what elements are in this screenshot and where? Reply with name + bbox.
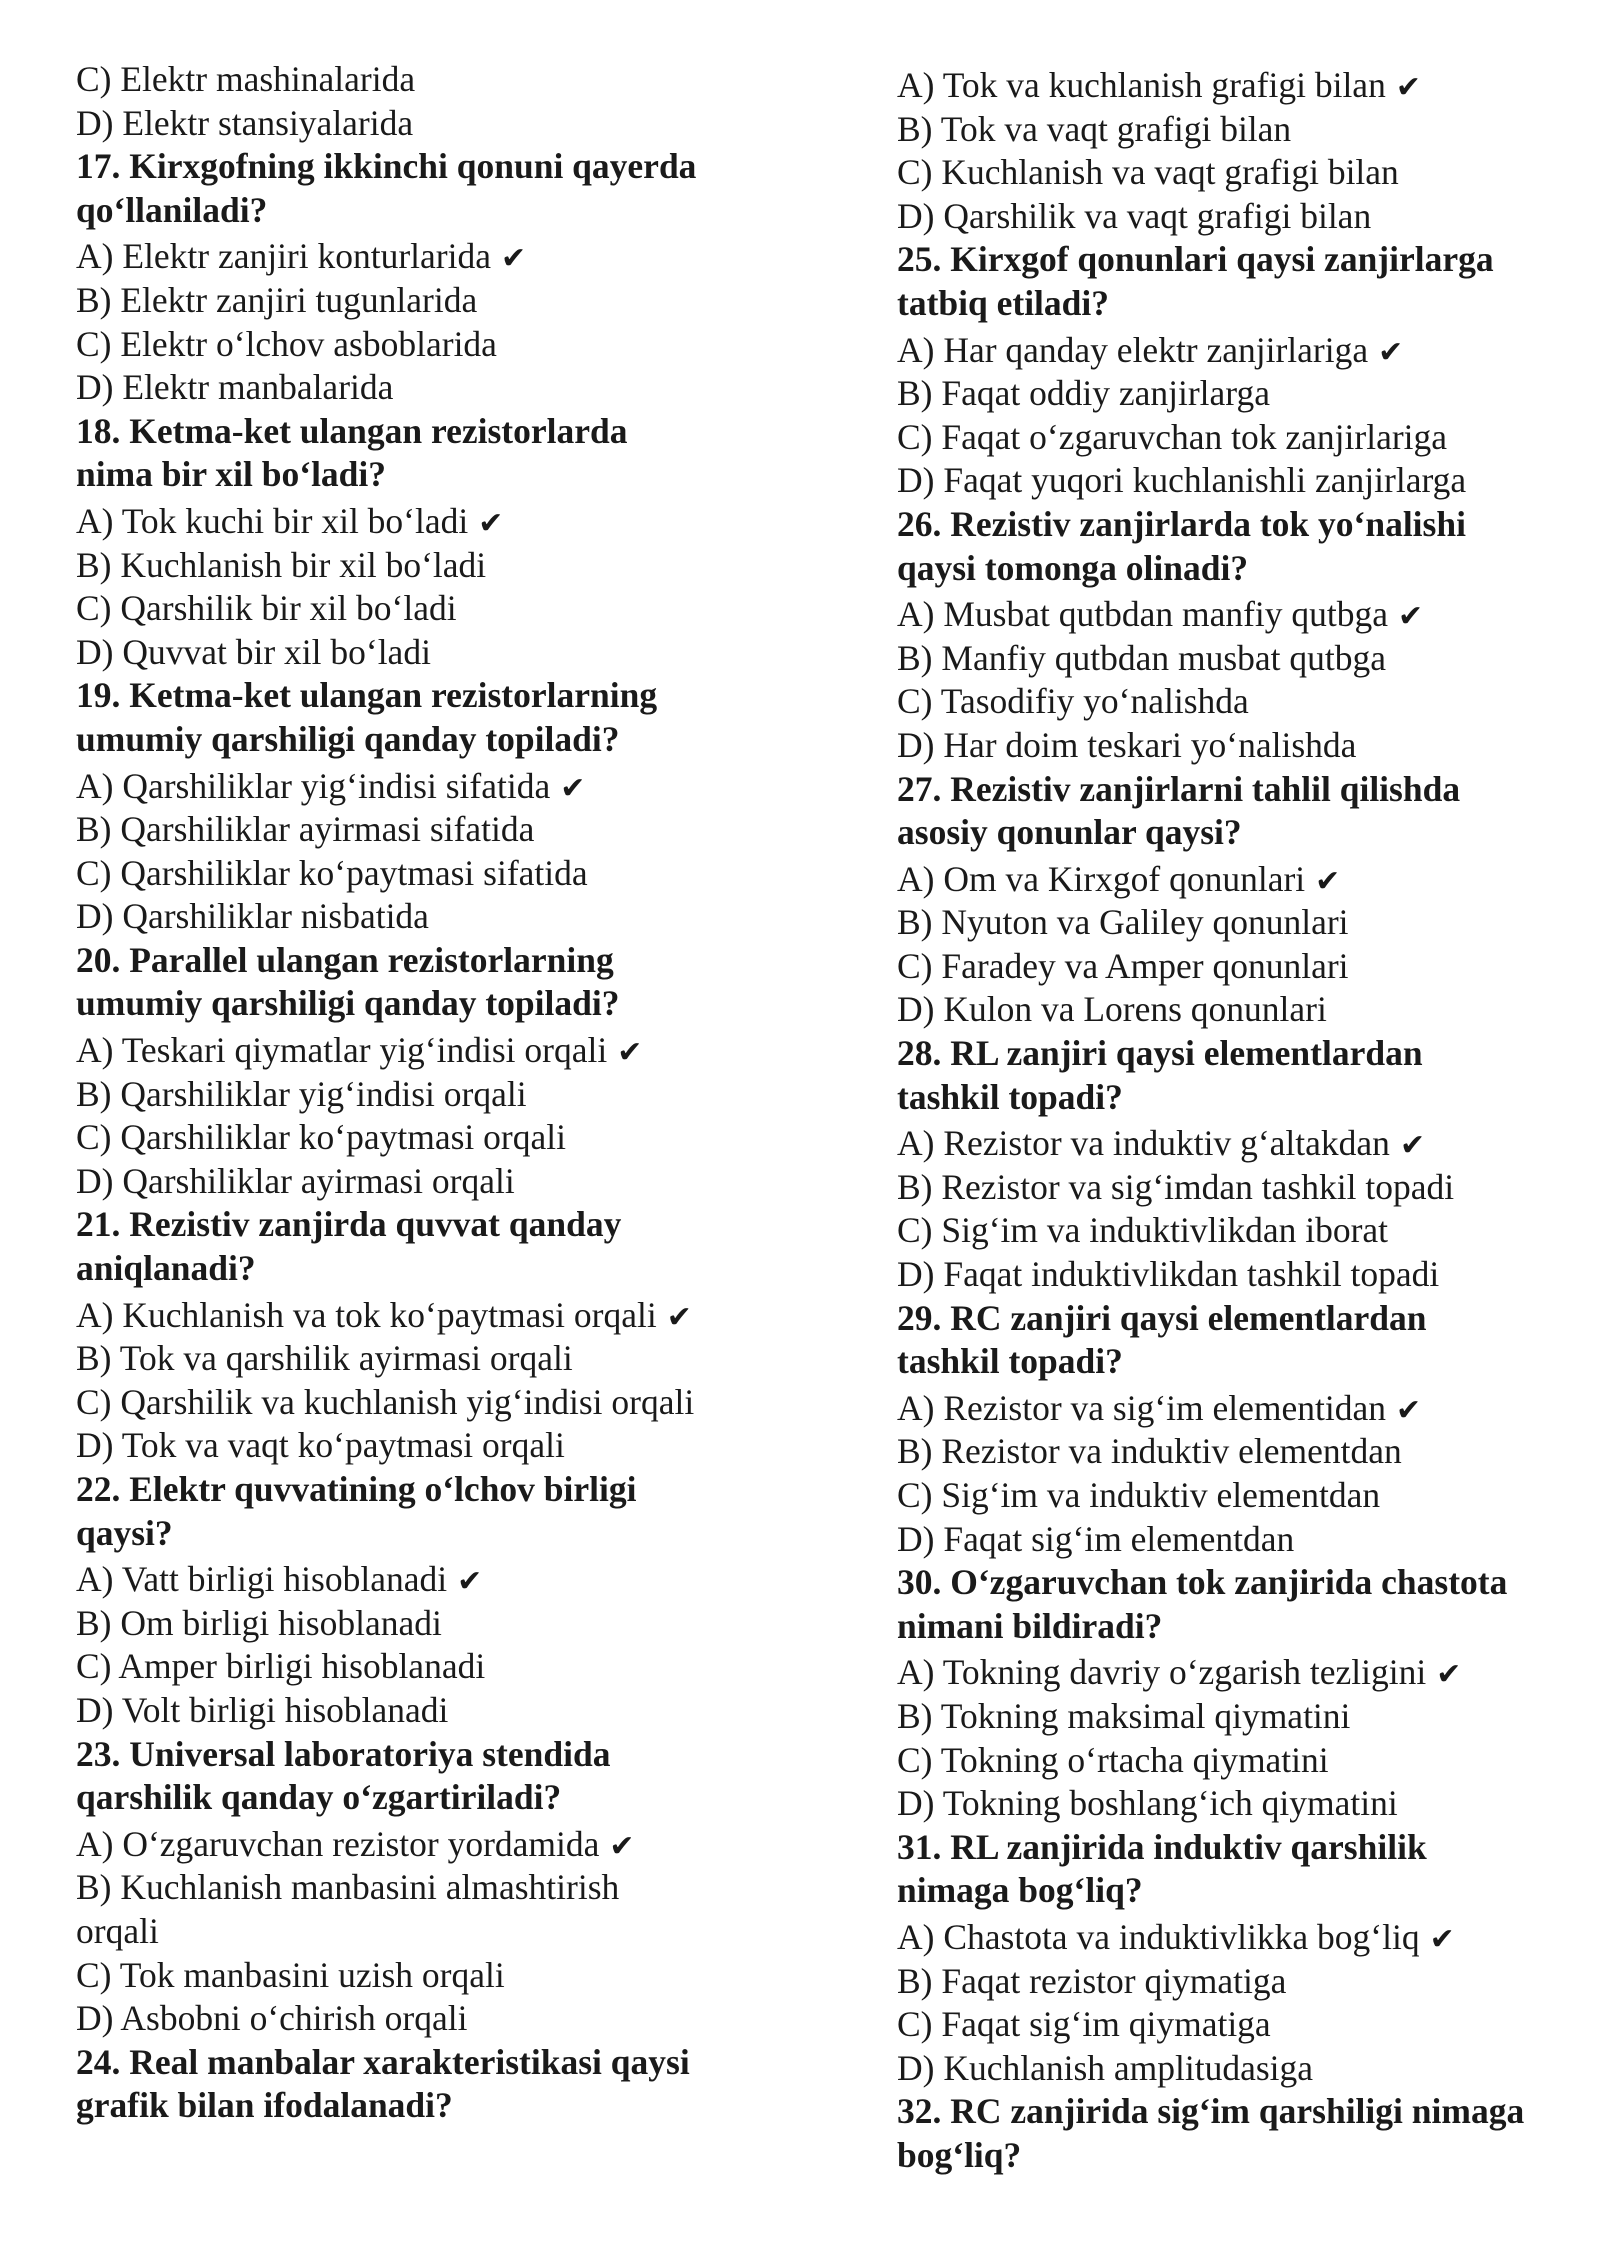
answer-option (76, 323, 776, 367)
answer-option (897, 988, 1587, 1032)
question-title-line: aniqlanadi? (76, 1248, 256, 1289)
answer-option (897, 1122, 1587, 1166)
question-title (76, 410, 776, 497)
answer-option-continuation: orqali (76, 1910, 159, 1951)
answer-option-text: A) Tok kuchi bir xil bo‘ladi (76, 500, 469, 541)
answer-option (897, 2047, 1587, 2091)
check-mark-icon: ✔ (1436, 1658, 1462, 1692)
question-title-line: grafik bilan ifodalanadi? (76, 2085, 453, 2126)
question-title-line: qo‘llaniladi? (76, 189, 268, 230)
answer-option-text: D) Qarshiliklar nisbatida (76, 896, 429, 937)
answer-option-text: A) Teskari qiymatlar yig‘indisi orqali (76, 1030, 608, 1071)
question-title-line: nima bir xil bo‘ladi? (76, 454, 387, 495)
check-mark-icon: ✔ (1395, 71, 1421, 104)
question-title-line: 17. Kirxgofning ikkinchi qonuni qayerda (76, 146, 697, 187)
answer-option (76, 765, 776, 809)
question-title-line: nimaga bog‘liq? (897, 1870, 1143, 1911)
question-title (76, 939, 776, 1026)
question-title (76, 145, 776, 232)
answer-option (76, 1294, 776, 1338)
question-title-line: tatbiq etiladi? (897, 282, 1110, 323)
answer-option (897, 1960, 1587, 2004)
question-title-line: tashkil topadi? (897, 1076, 1123, 1117)
answer-option-text: A) Vatt birligi hisoblanadi (76, 1559, 448, 1600)
answer-option-text: C) Elektr mashinalarida (76, 59, 416, 99)
question-title (76, 1733, 776, 1820)
check-mark-icon: ✔ (617, 1036, 643, 1070)
answer-option-text: B) Om birligi hisoblanadi (76, 1602, 442, 1643)
question-title-line: qaysi? (76, 1512, 173, 1553)
question-title-line: 21. Rezistiv zanjirda quvvat qanday (76, 1204, 622, 1245)
answer-option-text: C) Sig‘im va induktiv elementdan (897, 1475, 1381, 1515)
answer-option (76, 1381, 776, 1425)
answer-option-text: B) Elektr zanjiri tugunlarida (76, 279, 478, 320)
answer-option (897, 724, 1587, 768)
right-column (897, 64, 1587, 2181)
answer-option (897, 416, 1587, 460)
question-title-line: 31. RL zanjirida induktiv qarshilik (897, 1826, 1427, 1867)
answer-option (897, 195, 1587, 239)
answer-option (897, 593, 1587, 637)
question-title-line: 30. O‘zgaruvchan tok zanjirida chastota (897, 1562, 1508, 1603)
question-title-line: 23. Universal laboratoriya stendida (76, 1733, 611, 1774)
check-mark-icon: ✔ (478, 506, 504, 540)
answer-option-text: A) Rezistor va induktiv g‘altakdan (897, 1123, 1390, 1164)
answer-option (76, 587, 776, 631)
answer-option (76, 279, 776, 323)
check-mark-icon: ✔ (1395, 1393, 1422, 1427)
answer-option-text: C) Faradey va Amper qonunlari (897, 945, 1349, 986)
answer-option (76, 544, 776, 588)
answer-option-text: B) Qarshiliklar ayirmasi sifatida (76, 809, 535, 850)
left-column (76, 58, 776, 2131)
answer-option-text: B) Tokning maksimal qiymatini (897, 1695, 1351, 1736)
answer-option (897, 858, 1587, 902)
answer-option (76, 235, 776, 279)
answer-option-text: D) Tokning boshlang‘ich qiymatini (897, 1783, 1398, 1824)
answer-option-text: B) Qarshiliklar yig‘indisi orqali (76, 1073, 527, 1114)
answer-option-text: B) Faqat oddiy zanjirlarga (897, 373, 1270, 414)
answer-option (76, 808, 776, 852)
answer-option (897, 1518, 1587, 1562)
answer-option (897, 1916, 1587, 1960)
answer-option (76, 1558, 776, 1602)
answer-option-text: D) Asbobni o‘chirish orqali (76, 1998, 468, 2039)
answer-option-text: A) Kuchlanish va tok ko‘paytmasi orqali (76, 1294, 657, 1335)
question-title (897, 238, 1587, 325)
question-title-line: 20. Parallel ulangan rezistorlarning (76, 939, 614, 980)
answer-option-text: D) Faqat induktivlikdan tashkil topadi (897, 1254, 1440, 1295)
answer-option-text: C) Qarshilik va kuchlanish yig‘indisi orqali (76, 1381, 695, 1422)
answer-option (897, 1209, 1587, 1253)
answer-option-text: D) Elektr stansiyalarida (76, 102, 414, 143)
answer-option (76, 1116, 776, 1160)
answer-option (897, 637, 1587, 681)
question-title (897, 1297, 1587, 1384)
answer-option-text: B) Rezistor va induktiv elementdan (897, 1431, 1402, 1472)
question-title-line: 27. Rezistiv zanjirlarni tahlil qilishda (897, 768, 1461, 809)
question-title (897, 768, 1587, 855)
answer-option-text: A) Qarshiliklar yig‘indisi sifatida (76, 765, 551, 806)
answer-option (897, 1430, 1587, 1474)
answer-option-text: A) Har qanday elektr zanjirlariga (897, 329, 1369, 370)
question-title-line: 24. Real manbalar xarakteristikasi qaysi (76, 2041, 690, 2082)
question-title (897, 1561, 1587, 1648)
answer-option-text: C) Tok manbasini uzish orqali (76, 1954, 505, 1995)
question-title (76, 1468, 776, 1555)
question-title-line: 29. RC zanjiri qaysi elementlardan (897, 1297, 1427, 1338)
question-title (76, 1203, 776, 1290)
question-title-line: umumiy qarshiligi qanday topiladi? (76, 718, 620, 759)
answer-option (76, 631, 776, 675)
answer-option-text: B) Faqat rezistor qiymatiga (897, 1960, 1287, 2001)
question-title-line: 28. RL zanjiri qaysi elementlardan (897, 1033, 1423, 1074)
question-title (897, 1032, 1587, 1119)
answer-option (897, 372, 1587, 416)
answer-option-text: D) Kuchlanish amplitudasiga (897, 2047, 1314, 2088)
answer-option (897, 151, 1587, 195)
answer-option-text: A) Tok va kuchlanish grafigi bilan (897, 65, 1386, 105)
answer-option-text: B) Tok va qarshilik ayirmasi orqali (76, 1338, 573, 1379)
answer-option (897, 1387, 1587, 1431)
question-title-line: umumiy qarshiligi qanday topiladi? (76, 983, 620, 1024)
question-title (897, 1826, 1587, 1913)
answer-option-text: B) Manfiy qutbdan musbat qutbga (897, 637, 1387, 678)
answer-option-text: A) Tokning davriy o‘zgarish tezligini (897, 1652, 1427, 1693)
answer-option-text: A) O‘zgaruvchan rezistor yordamida (76, 1823, 600, 1864)
question-title-line: qaysi tomonga olinadi? (897, 547, 1249, 588)
answer-option (76, 366, 776, 410)
check-mark-icon: ✔ (1378, 335, 1404, 369)
answer-option-text: B) Tok va vaqt grafigi bilan (897, 108, 1292, 149)
check-mark-icon: ✔ (457, 1565, 483, 1599)
answer-option (76, 1337, 776, 1381)
answer-option (897, 1651, 1587, 1695)
answer-option (76, 1689, 776, 1733)
check-mark-icon: ✔ (560, 771, 586, 805)
question-title-line: asosiy qonunlar qaysi? (897, 812, 1242, 853)
answer-option-text: A) Rezistor va sig‘im elementidan (897, 1387, 1386, 1428)
answer-option-text: D) Har doim teskari yo‘nalishda (897, 724, 1357, 765)
check-mark-icon: ✔ (1429, 1922, 1455, 1956)
answer-option (897, 1253, 1587, 1297)
answer-option (897, 901, 1587, 945)
answer-option (897, 64, 1587, 108)
question-title-line: bog‘liq? (897, 2134, 1022, 2175)
check-mark-icon: ✔ (609, 1829, 635, 1863)
answer-option (897, 945, 1587, 989)
question-title (897, 503, 1587, 590)
answer-option (897, 1166, 1587, 1210)
answer-option-text: C) Faqat o‘zgaruvchan tok zanjirlariga (897, 416, 1448, 457)
answer-option-text: D) Kulon va Lorens qonunlari (897, 989, 1327, 1030)
check-mark-icon: ✔ (1398, 600, 1424, 634)
answer-option (76, 1160, 776, 1204)
answer-option-text: C) Kuchlanish va vaqt grafigi bilan (897, 152, 1399, 193)
answer-option-text: D) Qarshilik va vaqt grafigi bilan (897, 195, 1372, 236)
answer-option-text: B) Kuchlanish manbasini almashtirish (76, 1867, 620, 1908)
answer-option (897, 1739, 1587, 1783)
answer-option (76, 58, 776, 102)
question-title-line: 25. Kirxgof qonunlari qaysi zanjirlarga (897, 239, 1494, 280)
answer-option (76, 1866, 776, 1910)
answer-option-text: C) Faqat sig‘im qiymatiga (897, 2004, 1271, 2045)
answer-option-text: D) Qarshiliklar ayirmasi orqali (76, 1160, 515, 1201)
answer-option (76, 1424, 776, 1468)
answer-option (76, 1823, 776, 1867)
question-title (897, 2090, 1587, 2177)
answer-option-text: D) Tok va vaqt ko‘paytmasi orqali (76, 1425, 565, 1466)
check-mark-icon: ✔ (501, 242, 527, 276)
answer-option (897, 1695, 1587, 1739)
answer-option-text: C) Tokning o‘rtacha qiymatini (897, 1739, 1329, 1780)
question-title (76, 2041, 776, 2128)
answer-option (76, 1029, 776, 1073)
answer-option-text: C) Amper birligi hisoblanadi (76, 1646, 486, 1687)
answer-option-text: D) Quvvat bir xil bo‘ladi (76, 631, 431, 672)
answer-option (897, 1474, 1587, 1518)
answer-option (76, 1073, 776, 1117)
question-title-line: tashkil topadi? (897, 1341, 1123, 1382)
answer-option-text: D) Elektr manbalarida (76, 367, 394, 408)
answer-option (897, 1782, 1587, 1826)
answer-option (76, 895, 776, 939)
answer-option (76, 1997, 776, 2041)
check-mark-icon: ✔ (1399, 1129, 1426, 1163)
question-title-line: 19. Ketma-ket ulangan rezistorlarning (76, 675, 658, 716)
answer-option-text: B) Rezistor va sig‘imdan tashkil topadi (897, 1166, 1455, 1207)
answer-option-text: B) Nyuton va Galiley qonunlari (897, 902, 1349, 943)
answer-option (897, 2003, 1587, 2047)
check-mark-icon: ✔ (1315, 864, 1341, 898)
answer-option-text: D) Faqat yuqori kuchlanishli zanjirlarga (897, 460, 1467, 501)
question-title-line: 18. Ketma-ket ulangan rezistorlarda (76, 410, 628, 451)
answer-option (76, 1602, 776, 1646)
answer-option-text: D) Faqat sig‘im elementdan (897, 1518, 1295, 1559)
answer-option (76, 102, 776, 146)
answer-option-text: C) Qarshiliklar ko‘paytmasi sifatida (76, 852, 588, 893)
answer-option (897, 329, 1587, 373)
answer-option (76, 852, 776, 896)
answer-option-text: D) Volt birligi hisoblanadi (76, 1689, 449, 1730)
answer-option-text: A) Om va Kirxgof qonunlari (897, 858, 1306, 899)
answer-option-text: C) Elektr o‘lchov asboblarida (76, 323, 497, 364)
question-title-line: 22. Elektr quvvatining o‘lchov birligi (76, 1469, 637, 1509)
answer-option (76, 1645, 776, 1689)
answer-option-text: A) Musbat qutbdan manfiy qutbga (897, 594, 1389, 635)
question-title-line: 26. Rezistiv zanjirlarda tok yo‘nalishi (897, 503, 1466, 544)
check-mark-icon: ✔ (666, 1300, 692, 1334)
question-title (76, 674, 776, 761)
question-title-line: qarshilik qanday o‘zgartiriladi? (76, 1777, 562, 1818)
question-title-line: 32. RC zanjirida sig‘im qarshiligi nimaga (897, 2091, 1525, 2132)
answer-option (76, 1954, 776, 1998)
answer-option-text: C) Qarshilik bir xil bo‘ladi (76, 588, 457, 629)
answer-option (897, 680, 1587, 724)
answer-option-text: A) Elektr zanjiri konturlarida (76, 236, 491, 277)
answer-option-text: C) Sig‘im va induktivlikdan iborat (897, 1210, 1389, 1251)
answer-option-text: C) Tasodifiy yo‘nalishda (897, 681, 1249, 722)
answer-option (897, 108, 1587, 152)
answer-option (897, 459, 1587, 503)
answer-option-text: C) Qarshiliklar ko‘paytmasi orqali (76, 1117, 566, 1158)
question-title-line: nimani bildiradi? (897, 1605, 1163, 1646)
answer-option-text: B) Kuchlanish bir xil bo‘ladi (76, 544, 487, 585)
answer-option-text: A) Chastota va induktivlikka bog‘liq (897, 1916, 1420, 1957)
answer-option (76, 500, 776, 544)
